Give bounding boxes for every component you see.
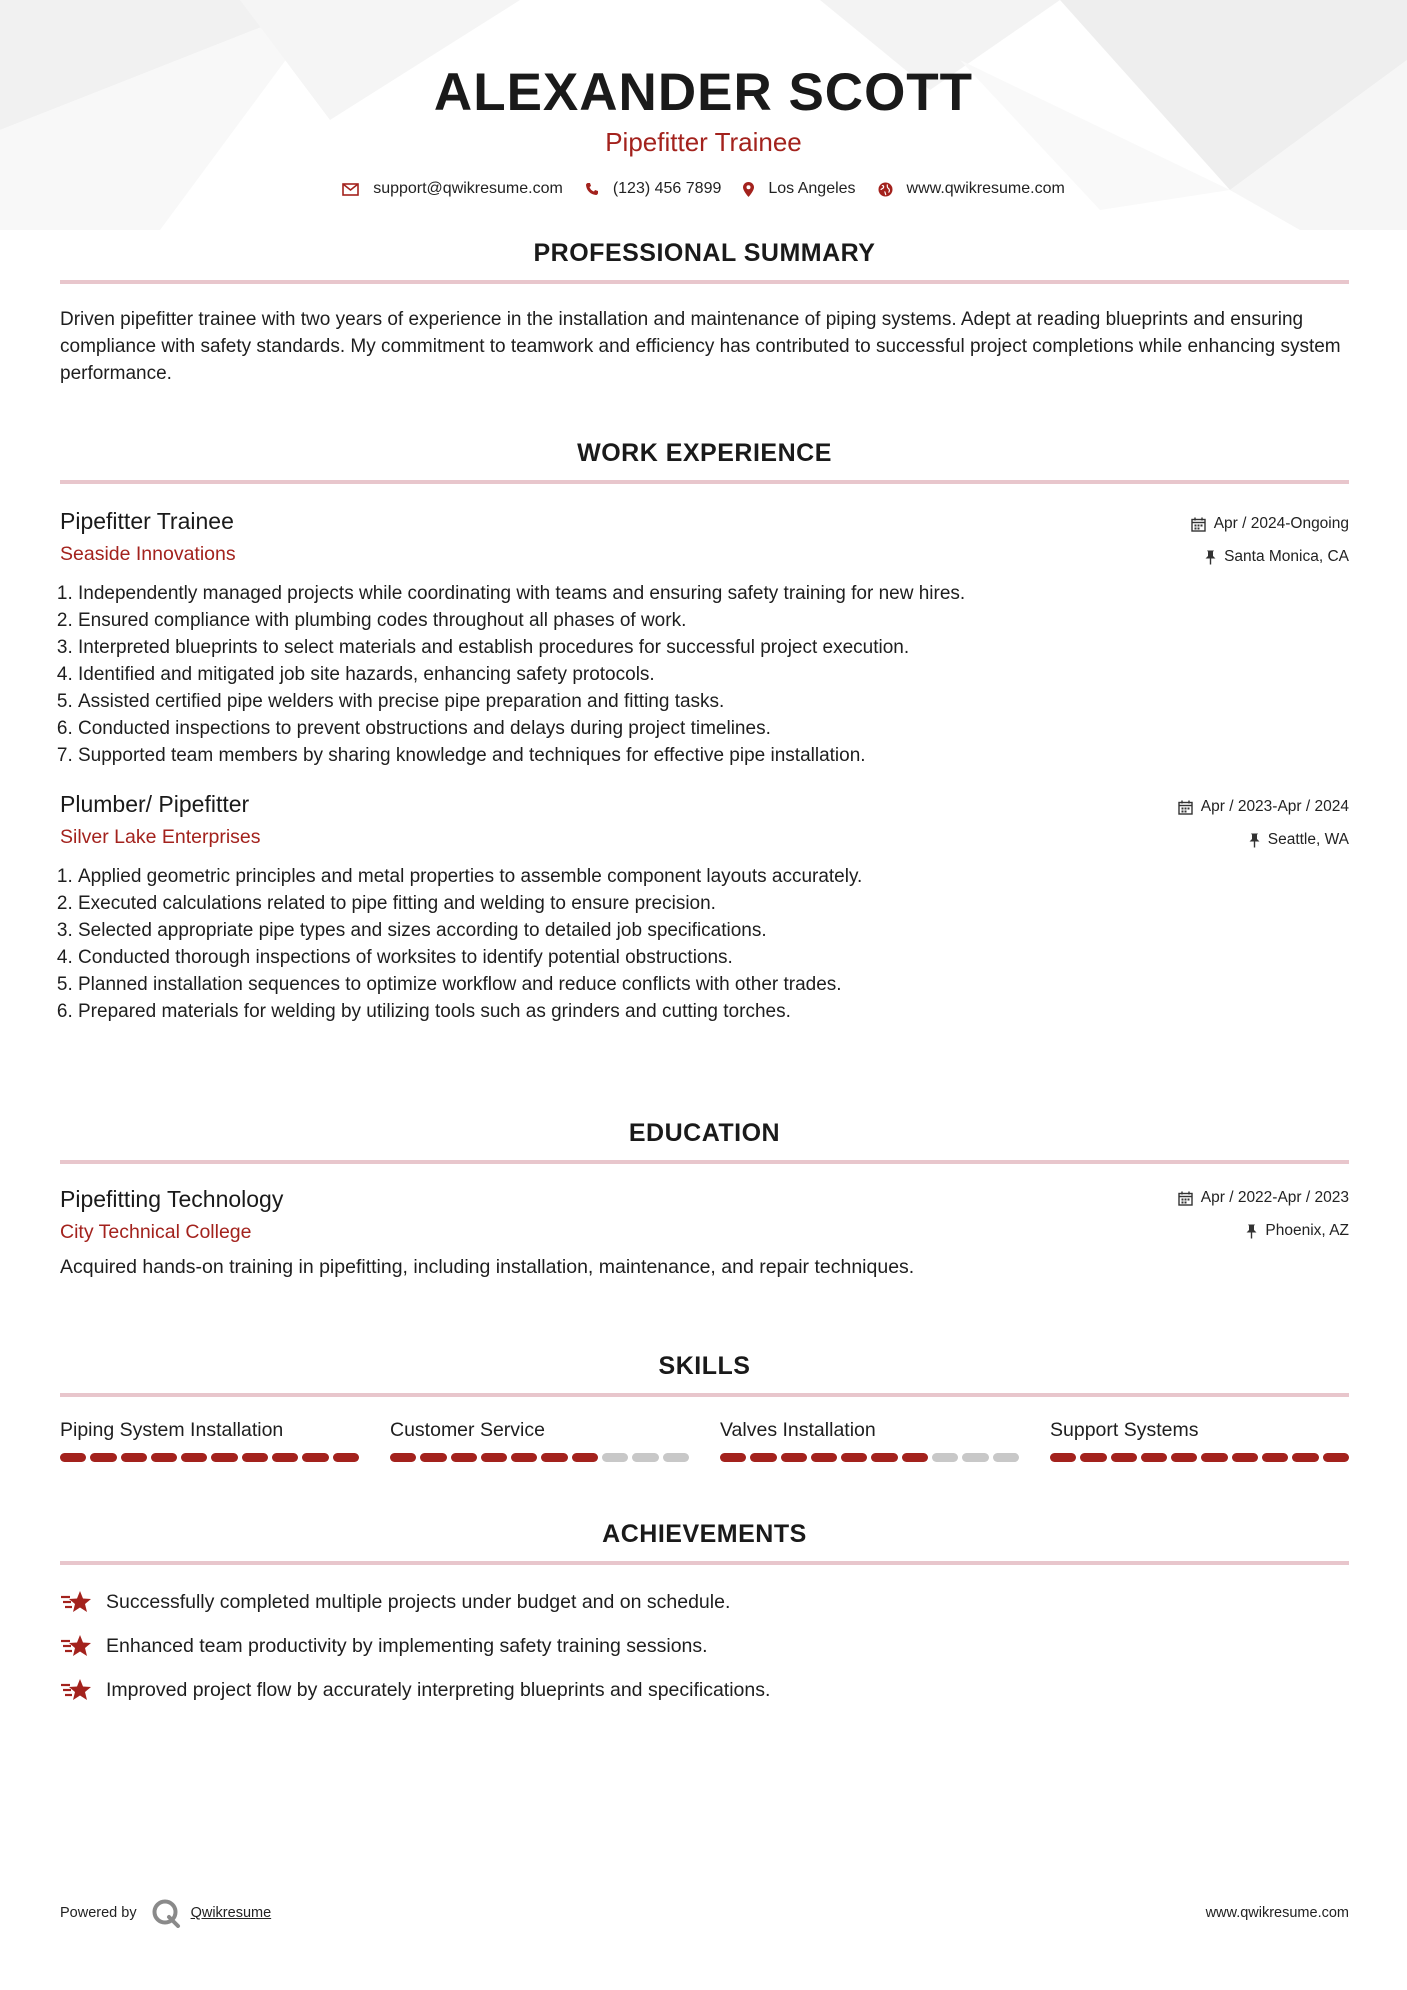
candidate-title: Pipefitter Trainee [605,127,802,157]
skill-segment-filled [1050,1453,1076,1462]
skill-level-bar [1050,1453,1349,1462]
job-location [1178,830,1349,850]
skill-segment-filled [1111,1453,1137,1462]
skill-name: Piping System Installation [60,1419,284,1441]
location-text: Santa Monica, CA [1224,548,1349,565]
company-name: Seaside Innovations [60,543,236,565]
list-item: 6. Conducted inspections to prevent obstructions and delays during project timelines. [78,715,1349,742]
education-dates [1178,1188,1349,1208]
job-title: Plumber/ Pipefitter [60,791,250,817]
achievement-text: Improved project flow by accurately interpreting blueprints and specifications. [106,1678,771,1701]
achievement-item [60,1629,1349,1663]
experience-section [60,438,1349,1025]
calendar-icon [1178,800,1193,815]
skill-segment-filled [811,1453,837,1462]
skill-item [1050,1417,1349,1462]
experience-heading: WORK EXPERIENCE [577,439,832,467]
contact-website[interactable] [878,180,1065,198]
skill-segment-filled [481,1453,507,1462]
qwikresume-logo-icon [151,1898,181,1928]
skill-segment-filled [1171,1453,1197,1462]
skill-segment-filled [90,1453,116,1462]
skill-segment-filled [720,1453,746,1462]
list-item: 3. Selected appropriate pipe types and sizes according to detailed job specifications. [78,917,1349,944]
skill-segment-filled [511,1453,537,1462]
skill-segment-filled [1201,1453,1227,1462]
skill-segment-filled [121,1453,147,1462]
map-pin-icon [743,182,754,197]
school-name: City Technical College [60,1221,252,1243]
job-entry [60,506,1349,769]
skill-segment-filled [902,1453,928,1462]
skill-name: Support Systems [1050,1419,1199,1441]
list-item: 2. Executed calculations related to pipe fitting and welding to ensure precision. [78,890,1349,917]
resume-header [0,0,1407,198]
summary-section [60,238,1349,387]
skill-segment-empty [932,1453,958,1462]
skill-segment-filled [871,1453,897,1462]
skills-section [60,1351,1349,1462]
skill-level-bar [720,1453,1019,1462]
skill-segment-filled [420,1453,446,1462]
website-text: www.qwikresume.com [906,180,1065,197]
contact-email[interactable] [342,180,563,198]
dates-text: Apr / 2022-Apr / 2023 [1200,1189,1349,1206]
list-item: 6. Prepared materials for welding by utilizing tools such as grinders and cutting torches. [78,998,1349,1025]
education-section [60,1118,1349,1281]
dates-text: Apr / 2023-Apr / 2024 [1200,798,1349,815]
location-text: Phoenix, AZ [1265,1222,1349,1239]
skill-segment-filled [541,1453,567,1462]
achievements-section [60,1519,1349,1717]
skill-segment-filled [841,1453,867,1462]
job-entry [60,789,1349,1025]
list-item: 4. Conducted thorough inspections of worksites to identify potential obstructions. [78,944,1349,971]
calendar-icon [1191,517,1206,532]
skills-heading: SKILLS [658,1352,751,1380]
section-divider [60,1561,1349,1565]
skill-name: Customer Service [390,1419,545,1441]
section-divider [60,1393,1349,1397]
skills-list [60,1417,1349,1462]
skill-segment-filled [151,1453,177,1462]
contact-phone[interactable] [585,180,722,198]
email-text: support@qwikresume.com [373,180,563,197]
list-item: 1. Applied geometric principles and metal properties to assemble component layouts accurately. [78,863,1349,890]
skill-segment-filled [181,1453,207,1462]
dates-text: Apr / 2024-Ongoing [1213,515,1349,532]
skill-item [60,1417,359,1462]
pushpin-icon [1249,833,1260,848]
skill-segment-empty [602,1453,628,1462]
skill-segment-filled [333,1453,359,1462]
list-item: 1. Independently managed projects while coordinating with teams and ensuring safety training for new hires. [78,580,1349,607]
skill-segment-filled [211,1453,237,1462]
contact-location [743,180,855,198]
footer-website-link[interactable]: www.qwikresume.com [1205,1905,1349,1921]
shooting-star-icon [60,1633,92,1659]
location-text: Seattle, WA [1267,831,1349,848]
skill-segment-filled [451,1453,477,1462]
education-entry [60,1184,1349,1281]
education-location [1178,1221,1349,1241]
skill-segment-empty [663,1453,689,1462]
envelope-icon [342,183,359,196]
job-title: Pipefitter Trainee [60,508,234,534]
education-description: Acquired hands-on training in pipefitting, including installation, maintenance, and repair techniques. [60,1256,915,1278]
pushpin-icon [1205,550,1216,565]
skill-segment-filled [1141,1453,1167,1462]
achievement-text: Successfully completed multiple projects under budget and on schedule. [106,1590,731,1613]
skill-segment-filled [242,1453,268,1462]
candidate-name: ALEXANDER SCOTT [433,63,974,122]
job-dates [1178,797,1349,817]
skill-segment-filled [1323,1453,1349,1462]
skill-level-bar [390,1453,689,1462]
skill-segment-empty [962,1453,988,1462]
list-item: 5. Assisted certified pipe welders with precise pipe preparation and fitting tasks. [78,688,1349,715]
brand-link[interactable]: Qwikresume [190,1905,272,1921]
skill-segment-filled [1232,1453,1258,1462]
job-duties-list [60,863,1349,1025]
pushpin-icon [1246,1224,1257,1239]
skill-level-bar [60,1453,359,1462]
skill-segment-empty [993,1453,1019,1462]
location-text: Los Angeles [768,180,856,197]
skill-segment-filled [302,1453,328,1462]
education-heading: EDUCATION [628,1119,781,1147]
skill-segment-filled [1292,1453,1318,1462]
achievement-item [60,1673,1349,1707]
calendar-icon [1178,1191,1193,1206]
achievement-item [60,1585,1349,1619]
achievements-list [60,1585,1349,1707]
skill-segment-filled [272,1453,298,1462]
job-dates [1191,514,1349,534]
phone-icon [585,182,599,196]
achievements-heading: ACHIEVEMENTS [602,1520,807,1548]
section-divider [60,1160,1349,1164]
skill-segment-filled [572,1453,598,1462]
skill-name: Valves Installation [720,1419,876,1441]
globe-icon [878,182,893,197]
list-item: 2. Ensured compliance with plumbing codes throughout all phases of work. [78,607,1349,634]
section-divider [60,280,1349,284]
summary-heading: PROFESSIONAL SUMMARY [533,239,876,267]
list-item: 3. Interpreted blueprints to select materials and establish procedures for successful project execution. [78,634,1349,661]
section-divider [60,480,1349,484]
skill-segment-filled [60,1453,86,1462]
skill-segment-filled [781,1453,807,1462]
achievement-text: Enhanced team productivity by implementing safety training sessions. [106,1634,708,1657]
skill-segment-empty [632,1453,658,1462]
skill-item [390,1417,689,1462]
shooting-star-icon [60,1589,92,1615]
job-location [1191,547,1349,567]
summary-text: Driven pipefitter trainee with two years of experience in the installation and maintenance of piping systems. Adept at reading blueprints and ensuring compliance with safety standards. My commitment to teamwork and efficiency has contributed to successful project completions while enhancing system performance. [60,309,1341,384]
page-footer [60,1898,1349,1928]
shooting-star-icon [60,1677,92,1703]
skill-item [720,1417,1019,1462]
powered-by-label: Powered by [60,1905,137,1921]
list-item: 5. Planned installation sequences to optimize workflow and reduce conflicts with other trades. [78,971,1349,998]
contact-bar [0,180,1407,198]
degree-name: Pipefitting Technology [60,1186,284,1212]
list-item: 7. Supported team members by sharing knowledge and techniques for effective pipe installation. [78,742,1349,769]
skill-segment-filled [1080,1453,1106,1462]
list-item: 4. Identified and mitigated job site hazards, enhancing safety protocols. [78,661,1349,688]
phone-text: (123) 456 7899 [612,180,722,197]
skill-segment-filled [390,1453,416,1462]
company-name: Silver Lake Enterprises [60,826,261,848]
skill-segment-filled [750,1453,776,1462]
skill-segment-filled [1262,1453,1288,1462]
job-duties-list [60,580,1349,769]
